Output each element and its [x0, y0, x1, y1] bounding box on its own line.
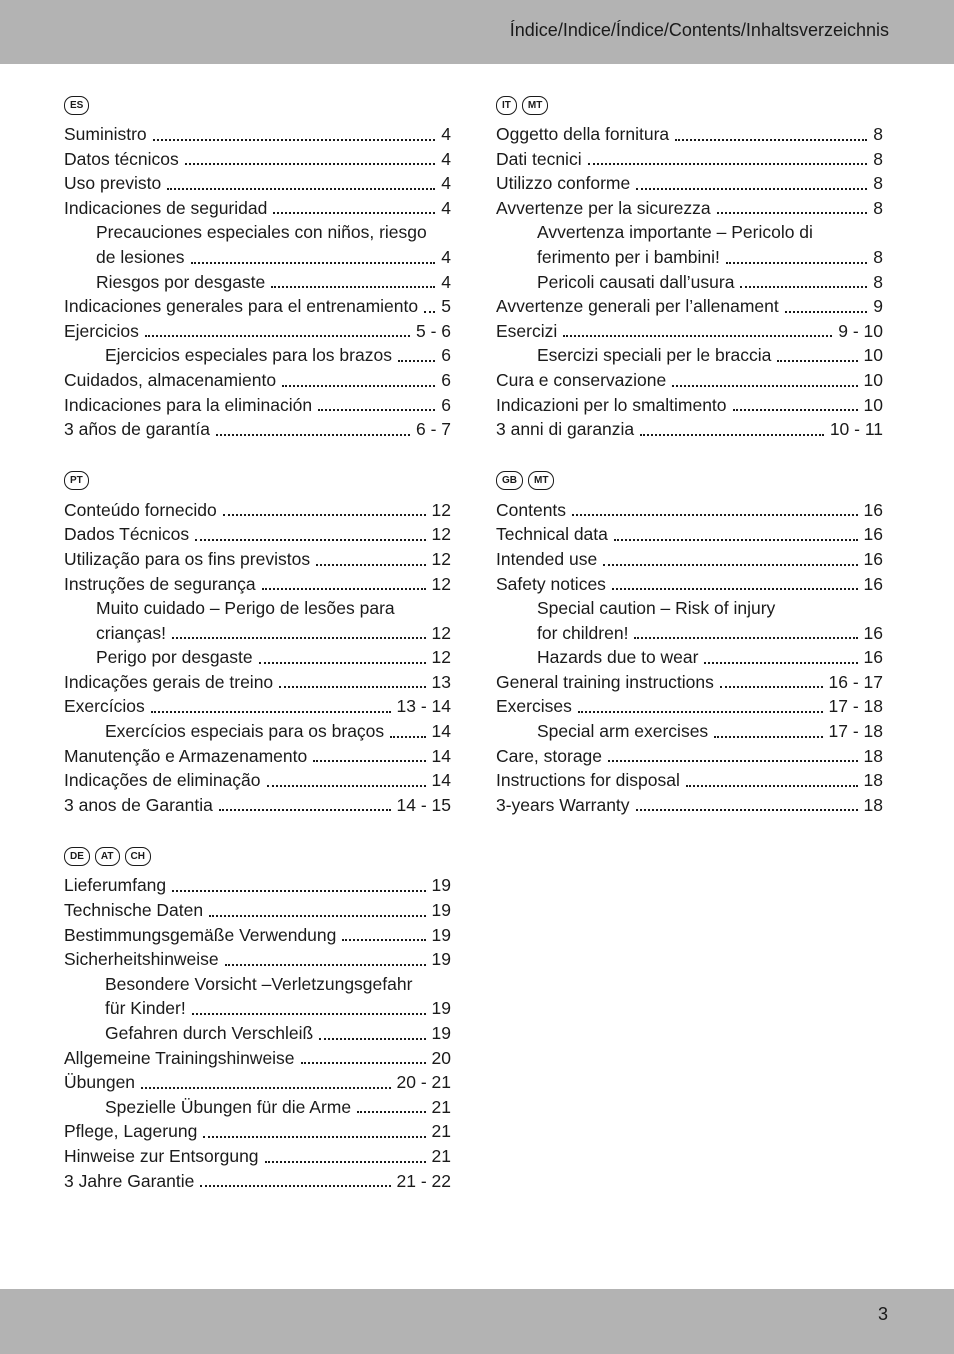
toc-entry-page: 16 — [863, 622, 883, 643]
toc-entry-title: für Kinder! — [105, 998, 186, 1019]
toc-entry[interactable] — [64, 793, 451, 818]
toc-section-de — [64, 844, 451, 1193]
toc-leader-dots — [636, 188, 867, 190]
toc-entry-page: 12 — [431, 548, 451, 569]
toc-leader-dots — [357, 1111, 425, 1113]
toc-entry-page: 14 — [431, 770, 451, 791]
toc-entry-title: 3 anos de Garantia — [64, 794, 213, 815]
toc-leader-dots — [219, 809, 391, 811]
toc-entry-page: 5 - 6 — [415, 320, 451, 341]
toc-entry-title: Datos técnicos — [64, 148, 179, 169]
toc-entry[interactable] — [496, 694, 883, 719]
toc-leader-dots — [195, 539, 425, 541]
toc-entry-title: Exercícios especiais para os braços — [105, 721, 385, 742]
language-badges — [64, 93, 451, 117]
toc-entry[interactable] — [64, 171, 451, 196]
toc-leader-dots — [704, 662, 857, 664]
toc-entry-title: Care, storage — [496, 745, 603, 766]
page-title: Índice/Indice/Índice/Contents/Inhaltsverzeichnis — [509, 20, 889, 40]
toc-entry-page: 19 — [431, 949, 451, 970]
toc-entry[interactable] — [496, 122, 883, 147]
toc-entry-page: 16 - 17 — [828, 671, 883, 692]
toc-entry[interactable] — [64, 498, 451, 523]
page-header — [0, 0, 954, 64]
page-number: 3 — [877, 1304, 888, 1324]
toc-entry-page: 13 — [431, 671, 451, 692]
toc-entry-title-line: Besondere Vorsicht –Verletzungsgefahr — [105, 973, 413, 994]
toc-entry-title: Cuidados, almacenamiento — [64, 369, 277, 390]
toc-entry[interactable] — [496, 768, 883, 793]
toc-entry-title-line: Muito cuidado – Perigo de lesões para — [96, 598, 395, 619]
toc-entry[interactable] — [64, 768, 451, 793]
toc-entry-title: 3 Jahre Garantie — [64, 1170, 195, 1191]
toc-entry-page: 19 — [431, 924, 451, 945]
toc-entry-page: 21 — [431, 1145, 451, 1166]
toc-entry-page: 12 — [431, 647, 451, 668]
toc-entry-title: Pericoli causati dall’usura — [537, 271, 735, 292]
toc-entry-title: crianças! — [96, 622, 167, 643]
toc-entry-title-line: Special caution – Risk of injury — [537, 598, 776, 619]
toc-entry-title: Manutenção e Armazenamento — [64, 745, 308, 766]
toc-leader-dots — [733, 409, 858, 411]
toc-leader-dots — [717, 212, 868, 214]
toc-entry[interactable] — [496, 744, 883, 769]
language-badge-at: AT — [95, 847, 120, 866]
toc-entry-page: 10 — [863, 394, 883, 415]
toc-entry[interactable] — [64, 996, 451, 1021]
toc-entry[interactable] — [64, 417, 451, 442]
toc-entry-page: 17 - 18 — [828, 721, 883, 742]
toc-entry-page: 20 - 21 — [396, 1072, 451, 1093]
toc-entry-page: 12 — [431, 573, 451, 594]
toc-entry[interactable] — [64, 147, 451, 172]
toc-entry-page: 16 — [863, 573, 883, 594]
toc-entry-page: 19 — [431, 875, 451, 896]
toc-entry-page: 14 — [431, 721, 451, 742]
toc-leader-dots — [785, 311, 868, 313]
toc-entry[interactable] — [496, 294, 883, 319]
toc-entry[interactable] — [64, 245, 451, 270]
toc-leader-dots — [342, 939, 425, 941]
toc-entry-title: Indicaciones de seguridad — [64, 197, 268, 218]
toc-leader-dots — [192, 1013, 426, 1015]
toc-entry-page: 8 — [873, 173, 883, 194]
language-badge-mt: MT — [522, 96, 548, 115]
toc-entry-title: Indicaciones generales para el entrenamiento — [64, 296, 419, 317]
toc-leader-dots — [603, 564, 857, 566]
toc-entry-title: Uso previsto — [64, 173, 162, 194]
toc-leader-dots — [262, 588, 426, 590]
toc-entry-title: Special arm exercises — [537, 721, 709, 742]
toc-entry-title: 3-years Warranty — [496, 794, 630, 815]
toc-leader-dots — [172, 890, 425, 892]
toc-entry-title: Gefahren durch Verschleiß — [105, 1023, 314, 1043]
toc-entry[interactable] — [496, 270, 883, 295]
toc-entry-title: Bestimmungsgemäße Verwendung — [64, 924, 337, 945]
toc-entry-title: Esercizi — [496, 320, 558, 341]
toc-entry-title: General training instructions — [496, 671, 714, 692]
toc-entry[interactable] — [64, 873, 451, 898]
toc-leader-dots — [318, 409, 435, 411]
toc-entry-title: Indicaciones para la eliminación — [64, 394, 313, 415]
toc-leader-dots — [267, 785, 426, 787]
toc-entry[interactable] — [496, 196, 883, 221]
toc-entry-title: Ejercicios — [64, 320, 139, 341]
toc-entry-title: Riesgos por desgaste — [96, 271, 266, 292]
toc-entry-page: 14 - 15 — [396, 794, 451, 815]
language-badge-mt: MT — [528, 471, 554, 490]
toc-entry-title-line: Precauciones especiales con niños, riesgo — [96, 222, 427, 243]
toc-entry-page: 4 — [441, 246, 451, 267]
toc-entry-page: 16 — [863, 524, 883, 545]
language-badge-it: IT — [496, 96, 517, 115]
toc-entry-title: de lesiones — [96, 246, 185, 267]
toc-entry-page: 16 — [863, 499, 883, 520]
toc-entry-title: Instruções de segurança — [64, 573, 256, 594]
toc-leader-dots — [216, 434, 410, 436]
toc-entry[interactable] — [64, 1046, 451, 1071]
toc-leader-dots — [200, 1185, 390, 1187]
toc-entry[interactable] — [496, 670, 883, 695]
toc-entry-title: Cura e conservazione — [496, 369, 667, 390]
toc-entry-page: 10 — [863, 345, 883, 366]
toc-leader-dots — [319, 1038, 425, 1040]
toc-leader-dots — [614, 539, 858, 541]
toc-entry-title: Dati tecnici — [496, 148, 582, 169]
toc-leader-dots — [282, 385, 435, 387]
toc-entry-title: for children! — [537, 622, 629, 643]
toc-entry[interactable] — [64, 621, 451, 646]
toc-leader-dots — [636, 809, 858, 811]
toc-leader-dots — [740, 286, 867, 288]
toc-entry[interactable] — [496, 417, 883, 442]
toc-entry[interactable] — [496, 621, 883, 646]
toc-entry-title: Avvertenze per la sicurezza — [496, 197, 711, 218]
toc-entry[interactable] — [64, 319, 451, 344]
toc-entry[interactable] — [64, 898, 451, 923]
toc-leader-dots — [259, 662, 426, 664]
page-footer — [0, 1289, 954, 1354]
toc-leader-dots — [151, 711, 391, 713]
toc-entry[interactable] — [64, 923, 451, 948]
toc-leader-dots — [141, 1087, 390, 1089]
toc-entry-page: 6 - 7 — [415, 419, 451, 440]
toc-leader-dots — [191, 262, 436, 264]
toc-entry[interactable] — [64, 694, 451, 719]
toc-entry-title: ferimento per i bambini! — [537, 246, 720, 267]
toc-entry[interactable] — [64, 522, 451, 547]
toc-entry-title: Perigo por desgaste — [96, 647, 253, 668]
language-badge-ch: CH — [125, 847, 151, 866]
toc-entry[interactable] — [496, 171, 883, 196]
toc-entry-page: 6 — [441, 369, 451, 390]
toc-leader-dots — [424, 311, 435, 313]
toc-leader-dots — [185, 163, 435, 165]
toc-entry-page: 4 — [441, 148, 451, 169]
toc-entry[interactable] — [496, 547, 883, 572]
toc-leader-dots — [398, 360, 435, 362]
toc-section-pt — [64, 469, 451, 818]
toc-leader-dots — [153, 139, 436, 141]
toc-entry-title: Conteúdo fornecido — [64, 499, 217, 520]
toc-entry-title: Safety notices — [496, 573, 606, 594]
toc-entry-page: 21 — [431, 1121, 451, 1142]
toc-entry-page: 13 - 14 — [396, 696, 451, 717]
toc-leader-dots — [608, 760, 858, 762]
toc-entry-page: 4 — [441, 173, 451, 194]
toc-entry-title: 3 anni di garanzia — [496, 419, 635, 440]
toc-entry-title: Spezielle Übungen für die Arme — [105, 1096, 352, 1117]
toc-leader-dots — [316, 564, 425, 566]
toc-entry[interactable] — [496, 793, 883, 818]
toc-entry[interactable] — [64, 343, 451, 368]
toc-entry-title: 3 años de garantía — [64, 419, 210, 440]
toc-leader-dots — [209, 915, 425, 917]
toc-entry-page: 18 — [863, 794, 883, 815]
toc-entry-title: Exercises — [496, 696, 572, 717]
toc-entry-page: 19 — [431, 1023, 451, 1043]
toc-entry-page: 21 - 22 — [396, 1170, 451, 1191]
toc-entry-title-line: Avvertenza importante – Pericolo di — [537, 222, 813, 243]
toc-leader-dots — [167, 188, 435, 190]
toc-entry-title: Utilizzo conforme — [496, 173, 631, 194]
toc-section-it — [496, 93, 883, 442]
toc-entry[interactable] — [496, 498, 883, 523]
toc-leader-dots — [313, 760, 425, 762]
toc-entry-title: Hinweise zur Entsorgung — [64, 1145, 259, 1166]
toc-entry[interactable] — [64, 1021, 451, 1046]
toc-entry[interactable] — [496, 245, 883, 270]
toc-entry-title: Indicações de eliminação — [64, 770, 261, 791]
toc-entry[interactable] — [496, 368, 883, 393]
toc-leader-dots — [271, 286, 435, 288]
toc-entry-page: 16 — [863, 548, 883, 569]
language-badges — [496, 469, 883, 493]
toc-entry-page: 12 — [431, 622, 451, 643]
toc-entry[interactable] — [64, 744, 451, 769]
toc-entry-page: 10 — [863, 369, 883, 390]
toc-entry-page: 8 — [873, 148, 883, 169]
toc-entry-title: Pflege, Lagerung — [64, 1121, 198, 1142]
toc-entry-page: 21 — [431, 1096, 451, 1117]
toc-section-es — [64, 93, 451, 442]
toc-entry[interactable] — [64, 270, 451, 295]
toc-entry[interactable] — [64, 1095, 451, 1120]
toc-entry-title: Sicherheitshinweise — [64, 949, 219, 970]
toc-leader-dots — [203, 1136, 425, 1138]
toc-entry-page: 9 - 10 — [838, 320, 883, 341]
toc-entry-title: Intended use — [496, 548, 598, 569]
toc-leader-dots — [572, 514, 857, 516]
toc-entry-page: 6 — [441, 394, 451, 415]
toc-entry-title: Suministro — [64, 124, 147, 144]
toc-entry-page: 6 — [441, 345, 451, 366]
language-badge-de: DE — [64, 847, 90, 866]
toc-entry-title: Exercícios — [64, 696, 145, 717]
toc-leader-dots — [223, 514, 426, 516]
toc-left-column — [64, 93, 451, 1220]
toc-entry[interactable] — [64, 1169, 451, 1194]
toc-entry-page: 9 — [873, 296, 883, 317]
toc-entry-title: Technische Daten — [64, 900, 204, 921]
toc-entry[interactable] — [496, 343, 883, 368]
toc-leader-dots — [172, 637, 426, 639]
toc-entry[interactable] — [64, 670, 451, 695]
toc-entry-page: 8 — [873, 124, 883, 144]
toc-entry-title: Übungen — [64, 1072, 136, 1093]
toc-leader-dots — [225, 964, 426, 966]
toc-leader-dots — [273, 212, 435, 214]
toc-leader-dots — [672, 385, 857, 387]
toc-entry-title: Ejercicios especiales para los brazos — [105, 345, 392, 366]
toc-entry-page: 19 — [431, 900, 451, 921]
toc-leader-dots — [686, 785, 858, 787]
toc-entry[interactable] — [64, 1144, 451, 1169]
toc-entry-page: 18 — [863, 770, 883, 791]
toc-entry-title: Technical data — [496, 524, 608, 545]
toc-entry[interactable] — [64, 196, 451, 221]
toc-leader-dots — [145, 335, 410, 337]
toc-leader-dots — [265, 1161, 426, 1163]
toc-entry[interactable] — [64, 122, 451, 147]
toc-leader-dots — [279, 686, 425, 688]
toc-entry[interactable] — [64, 547, 451, 572]
toc-entry-page: 8 — [873, 271, 883, 292]
language-badge-pt: PT — [64, 471, 89, 490]
language-badge-gb: GB — [496, 471, 523, 490]
toc-entry-title: Oggetto della fornitura — [496, 124, 670, 144]
toc-entry-page: 4 — [441, 197, 451, 218]
toc-entry-title: Allgemeine Trainingshinweise — [64, 1047, 295, 1068]
toc-right-column — [496, 93, 883, 844]
toc-leader-dots — [578, 711, 823, 713]
toc-entry[interactable] — [64, 393, 451, 418]
toc-leader-dots — [675, 139, 867, 141]
toc-entry-page: 4 — [441, 124, 451, 144]
toc-leader-dots — [640, 434, 824, 436]
language-badges — [64, 469, 451, 493]
toc-entry[interactable] — [496, 719, 883, 744]
toc-entry-title: Lieferumfang — [64, 875, 167, 896]
toc-section-gb — [496, 469, 883, 818]
toc-entry-title: Utilização para os fins previstos — [64, 548, 311, 569]
toc-entry-title: Hazards due to wear — [537, 647, 699, 668]
toc-entry[interactable] — [64, 294, 451, 319]
toc-leader-dots — [612, 588, 858, 590]
toc-entry-page: 10 - 11 — [829, 419, 883, 440]
toc-entry[interactable] — [64, 719, 451, 744]
toc-entry-page: 8 — [873, 246, 883, 267]
toc-entry[interactable] — [496, 319, 883, 344]
toc-entry-title: Dados Técnicos — [64, 524, 190, 545]
toc-entry-page: 5 — [441, 296, 451, 317]
toc-entry[interactable] — [64, 572, 451, 597]
toc-entry[interactable] — [496, 522, 883, 547]
toc-leader-dots — [714, 736, 822, 738]
toc-entry[interactable] — [496, 393, 883, 418]
toc-entry-page: 4 — [441, 271, 451, 292]
toc-entry-page: 19 — [431, 998, 451, 1019]
toc-leader-dots — [777, 360, 857, 362]
toc-entry[interactable] — [64, 947, 451, 972]
toc-entry-page: 12 — [431, 499, 451, 520]
toc-entry[interactable] — [64, 1070, 451, 1095]
toc-entry-title: Contents — [496, 499, 567, 520]
toc-leader-dots — [390, 736, 425, 738]
toc-entry[interactable] — [496, 147, 883, 172]
toc-entry-page: 14 — [431, 745, 451, 766]
toc-entry-page: 18 — [863, 745, 883, 766]
language-badges — [496, 93, 883, 117]
toc-entry-title: Indicações gerais de treino — [64, 671, 274, 692]
toc-entry-page: 17 - 18 — [828, 696, 883, 717]
toc-entry[interactable] — [64, 645, 451, 670]
toc-entry-page: 20 — [431, 1047, 451, 1068]
toc-entry[interactable] — [496, 645, 883, 670]
toc-entry-page: 8 — [873, 197, 883, 218]
toc-entry[interactable] — [64, 368, 451, 393]
toc-entry-page: 16 — [863, 647, 883, 668]
toc-entry-title: Indicazioni per lo smaltimento — [496, 394, 727, 415]
toc-entry-title: Avvertenze generali per l’allenament — [496, 296, 779, 317]
toc-leader-dots — [634, 637, 857, 639]
toc-entry[interactable] — [496, 572, 883, 597]
toc-leader-dots — [301, 1062, 426, 1064]
toc-leader-dots — [726, 262, 867, 264]
toc-entry-title: Instructions for disposal — [496, 770, 680, 791]
toc-entry-page: 12 — [431, 524, 451, 545]
toc-leader-dots — [720, 686, 823, 688]
toc-leader-dots — [588, 163, 868, 165]
language-badges — [64, 844, 451, 868]
language-badge-es: ES — [64, 96, 89, 115]
toc-leader-dots — [563, 335, 832, 337]
toc-entry-title: Esercizi speciali per le braccia — [537, 345, 772, 366]
toc-entry[interactable] — [64, 1119, 451, 1144]
